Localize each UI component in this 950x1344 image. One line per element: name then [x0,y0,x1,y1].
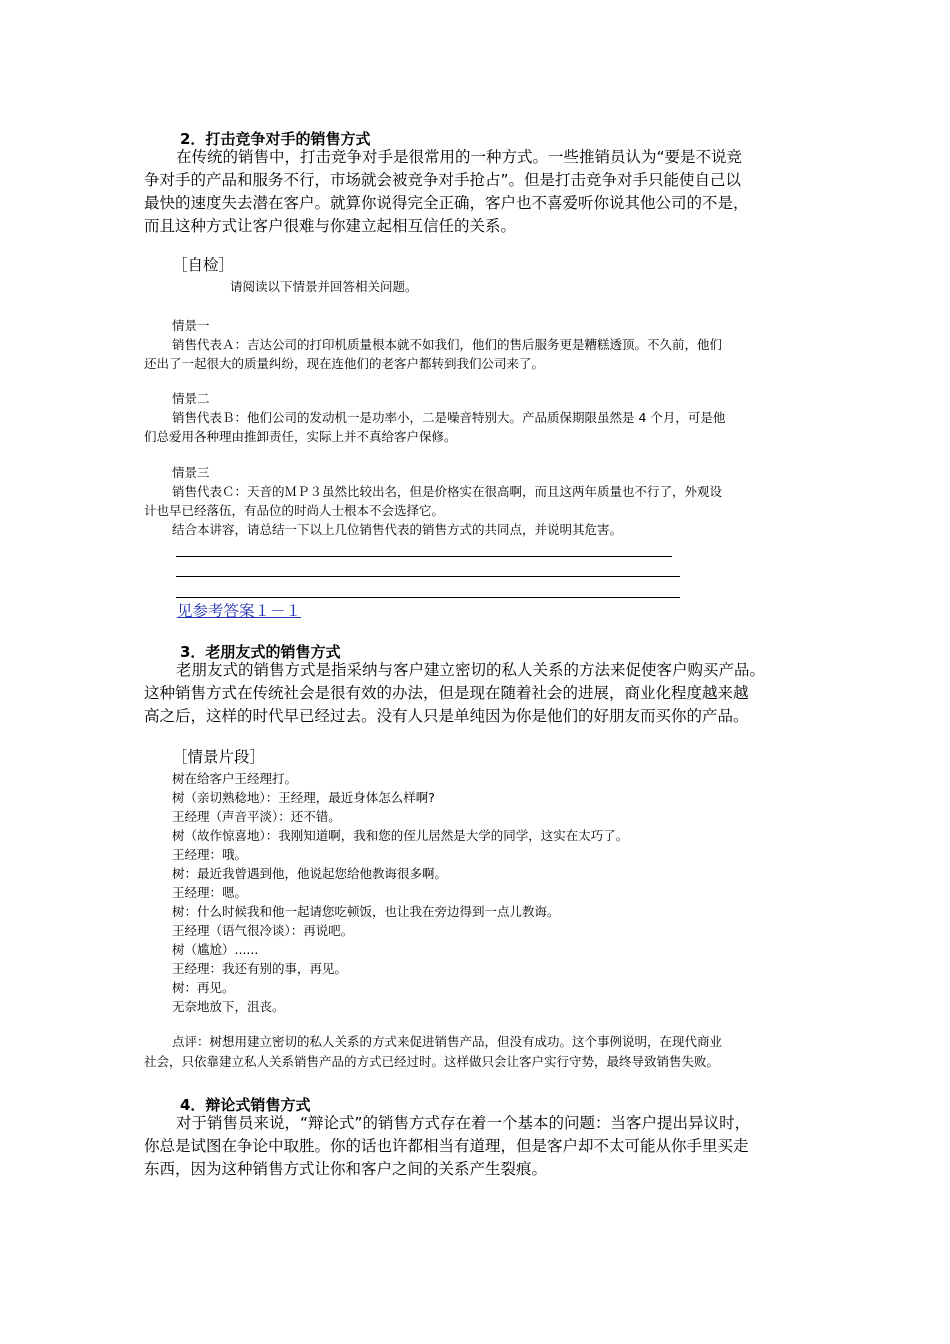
selfcheck-instruction: 请阅读以下情景并回答相关问题。 [230,279,418,294]
section-4-para-line: 东西，因为这种销售方式让你和客户之间的关系产生裂痕。 [144,1160,548,1178]
section-2-para-line: 最快的速度失去潜在客户。就算你说得完全正确，客户也不喜爱听你说其他公司的不是， [144,194,749,212]
dialogue-line: 树：再见。 [172,980,235,995]
dialogue-line: 树（尴尬）...... [172,942,259,957]
selfcheck-label: ［自检］ [172,256,235,274]
section-3-heading: 3．老朋友式的销售方式 [180,643,341,661]
dialogue-line: 树在给客户王经理打。 [172,771,298,786]
scene-3-title: 情景三 [172,465,210,480]
scene-1-text: 销售代表Ａ：吉达公司的打印机质量根本就不如我们，他们的售后服务更是糟糕透顶。不久前，他们 [172,337,723,352]
scene-3-text: 计也早已经落伍，有品位的时尚人士根本不会选择它。 [144,503,445,518]
scene-1-text: 还出了一起很大的质量纠纷，现在连他们的老客户都转到我们公司来了。 [144,356,545,371]
dialogue-line: 王经理：哦。 [172,847,248,862]
scene-2-title: 情景二 [172,391,210,406]
dialogue-line: 王经理：我还有别的事，再见。 [172,961,348,976]
section-3-para-line: 高之后，这样的时代早已经过去。没有人只是单纯因为你是他们的好朋友而买你的产品。 [144,707,749,725]
scene-1-title: 情景一 [172,318,210,333]
scene-2-text: 销售代表Ｂ：他们公司的发动机一是功率小，二是噪音特别大。产品质保期限虽然是 4 个月，可是他 [172,410,726,425]
dialogue-line: 树（故作惊喜地）：我刚知道啊，我和您的侄儿居然是大学的同学，这实在太巧了。 [172,828,629,843]
selfcheck-question: 结合本讲容，请总结一下以上几位销售代表的销售方式的共同点，并说明其危害。 [172,522,623,537]
section-4-para-line: 你总是试图在争论中取胜。你的话也许都相当有道理，但是客户却不太可能从你手里买走 [144,1137,749,1155]
reference-answer-link[interactable]: 见参考答案１－１ [177,602,302,620]
section-3-para-line: 这种销售方式在传统社会是很有效的办法，但是现在随着社会的进展，商业化程度越来越 [144,684,749,702]
section-3-para-line: 老朋友式的销售方式是指采纳与客户建立密切的私人关系的方法来促使客户购买产品。 [176,661,766,679]
dialogue-line: 王经理：嗯。 [172,885,248,900]
dialogue-line: 王经理（语气很冷谈）：再说吧。 [172,923,354,938]
comment-text: 社会，只依靠建立私人关系销售产品的方式已经过时。这样做只会让客户实行守势，最终导致销售失败。 [144,1054,720,1069]
answer-blank-line [176,556,672,557]
answer-blank-line [176,576,680,577]
scenario-label: ［情景片段］ [172,748,266,766]
scene-3-text: 销售代表Ｃ：天音的ＭＰ３虽然比较出名，但是价格实在很高啊，而且这两年质量也不行了，外观设 [172,484,723,499]
comment-text: 点评：树想用建立密切的私人关系的方式来促进销售产品，但没有成功。这个事例说明，在现代商业 [172,1034,723,1049]
dialogue-line: 树：最近我曾遇到他，他说起您给他教诲很多啊。 [172,866,448,881]
answer-blank-line [176,597,680,598]
section-2-para-line: 而且这种方式让客户很难与你建立起相互信任的关系。 [144,217,517,235]
section-2-para-line: 在传统的销售中，打击竞争对手是很常用的一种方式。一些推销员认为“要是不说竞 [176,148,743,166]
section-4-heading: 4．辩论式销售方式 [180,1096,311,1114]
dialogue-line: 无奈地放下，沮丧。 [172,999,285,1014]
section-2-para-line: 争对手的产品和服务不行，市场就会被竞争对手抢占”。但是打击竞争对手只能使自己以 [144,171,742,189]
section-4-para-line: 对于销售员来说，“辩论式”的销售方式存在着一个基本的问题：当客户提出异议时， [176,1114,751,1132]
dialogue-line: 树（亲切熟稔地）：王经理，最近身体怎么样啊? [172,790,435,805]
dialogue-line: 树：什么时候我和他一起请您吃顿饭，也让我在旁边得到一点儿教诲。 [172,904,560,919]
dialogue-line: 王经理（声音平淡）：还不错。 [172,809,341,824]
scene-2-text: 们总爱用各种理由推卸责任，实际上并不真给客户保修。 [144,429,457,444]
section-2-heading: 2．打击竞争对手的销售方式 [180,130,371,148]
